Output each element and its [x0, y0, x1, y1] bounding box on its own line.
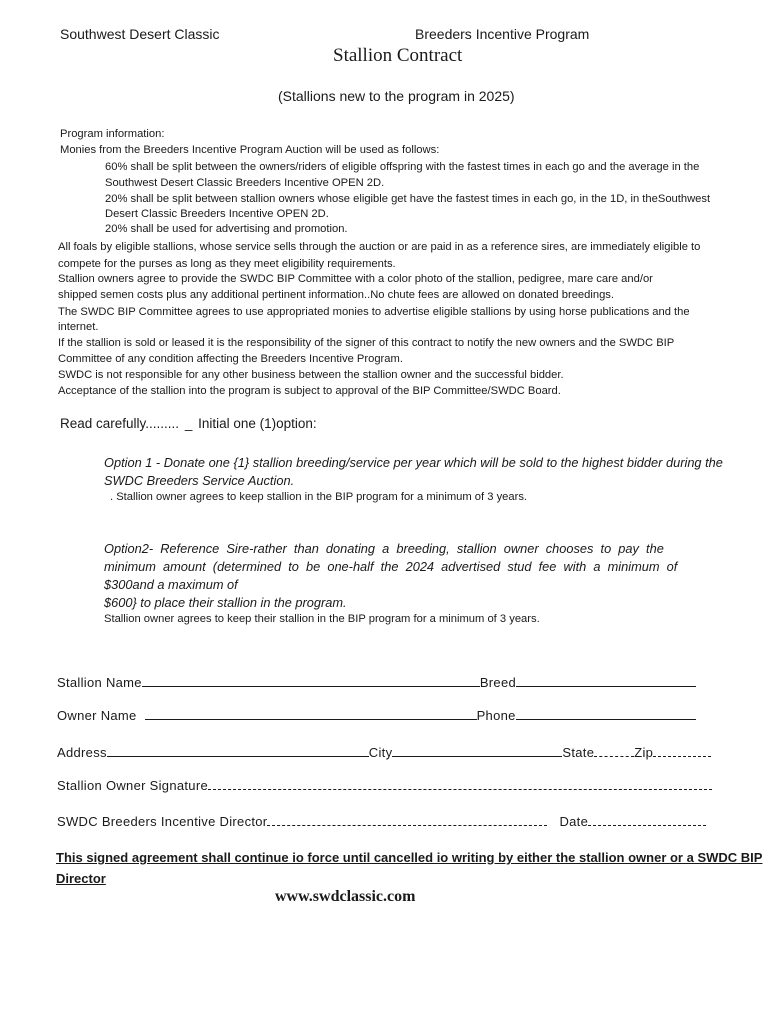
- state-field[interactable]: [594, 745, 634, 757]
- p60-line2: Southwest Desert Classic Breeders Incentive OPEN 2D.: [105, 177, 385, 189]
- p20b-line: 20% shall be used for advertising and promotion.: [105, 223, 348, 235]
- owner-signature-field[interactable]: [208, 778, 712, 790]
- p20a-line1: 20% shall be split between stallion owners whose eligible get have the fastest times in each go, in the 1D, in theSouthwest: [105, 193, 711, 205]
- city-label: City: [368, 745, 393, 760]
- zip-label: Zip: [634, 745, 654, 760]
- read-suffix: Initial one (1)option:: [198, 416, 317, 431]
- option1-line2: SWDC Breeders Service Auction.: [104, 473, 295, 488]
- footer-agreement-line1: This signed agreement shall continue io force until cancelled io writing by either the stallion owner or a SWDC BIP: [56, 850, 763, 865]
- state-label: State: [562, 745, 595, 760]
- initial-blank[interactable]: _: [184, 416, 193, 431]
- director-signature-field[interactable]: [267, 814, 547, 826]
- option2-line1: Option2- Reference Sire-rather than donating a breeding, stallion owner chooses to pay the: [104, 541, 664, 556]
- program-heading: Program information:: [60, 128, 165, 140]
- owners-line1: Stallion owners agree to provide the SWDC BIP Committee with a color photo of the stallion, pedigree, mare care and/or: [58, 273, 653, 285]
- website-link[interactable]: www.swdclassic.com: [275, 888, 416, 905]
- p20a-line2: Desert Classic Breeders Incentive OPEN 2D.: [105, 208, 329, 220]
- phone-field[interactable]: [516, 708, 696, 720]
- director-row: [57, 814, 706, 829]
- option1-line1: Option 1 - Donate one {1} stallion breeding/service per year which will be sold to the highest bidder during the: [104, 455, 723, 470]
- city-field[interactable]: [392, 745, 562, 757]
- option1-line3: . Stallion owner agrees to keep stallion in the BIP program for a minimum of 3 years.: [110, 491, 528, 503]
- footer-agreement-line2: Director: [56, 871, 106, 886]
- acceptance-line: Acceptance of the stallion into the program is subject to approval of the BIP Committee/SWDC Board.: [58, 385, 561, 397]
- p60-line1: 60% shall be split between the owners/riders of eligible offspring with the fastest times in each go and the average in the: [105, 161, 700, 173]
- breed-label: Breed: [479, 675, 517, 690]
- header-right: Breeders Incentive Program: [415, 26, 590, 42]
- read-prefix: Read carefully.........: [60, 416, 180, 431]
- owners-line2: shipped semen costs plus any additional pertinent information..No chute fees are allowed on donated breedings.: [58, 289, 614, 301]
- stallion-name-field[interactable]: [142, 675, 480, 687]
- foals-line1: All foals by eligible stallions, whose service sells through the auction or are paid in as a reference sires, are immediately eligible to: [58, 241, 701, 253]
- sold-line1: If the stallion is sold or leased it is the responsibility of the signer of this contract to notify the new owners and the SWDC BIP: [58, 337, 675, 349]
- monies-text: Monies from the Breeders Incentive Program Auction will be used as follows:: [60, 144, 440, 156]
- option2-line2: minimum amount (determined to be one-half the 2024 advertised stud fee with a minimum of: [104, 559, 678, 574]
- page-subtitle: (Stallions new to the program in 2025): [278, 88, 515, 104]
- header-left: Southwest Desert Classic: [60, 26, 220, 42]
- date-field[interactable]: [588, 814, 706, 826]
- option2-line4: $600} to place their stallion in the program.: [104, 595, 347, 610]
- owner-name-row: [57, 708, 696, 723]
- director-label: SWDC Breeders Incentive Director: [57, 814, 268, 829]
- stallion-name-row: [57, 675, 696, 690]
- foals-line2: compete for the purses as long as they meet eligibility requirements.: [58, 258, 396, 270]
- stallion-name-label: Stallion Name: [57, 675, 142, 690]
- owner-signature-label: Stallion Owner Signature: [57, 778, 208, 793]
- committee-line1: The SWDC BIP Committee agrees to use appropriated monies to advertise eligible stallions by using horse publications and the: [58, 306, 690, 318]
- zip-field[interactable]: [653, 745, 711, 757]
- option2-line5: Stallion owner agrees to keep their stallion in the BIP program for a minimum of 3 years.: [104, 613, 540, 625]
- owner-name-label: Owner Name: [57, 708, 137, 723]
- phone-label: Phone: [476, 708, 516, 723]
- sold-line2: Committee of any condition affecting the Breeders Incentive Program.: [58, 353, 403, 365]
- owner-signature-row: [57, 778, 712, 793]
- read-carefully: [60, 416, 317, 431]
- not-responsible-line: SWDC is not responsible for any other business between the stallion owner and the successful bidder.: [58, 369, 564, 381]
- owner-name-field[interactable]: [145, 708, 477, 720]
- address-label: Address: [57, 745, 107, 760]
- address-field[interactable]: [107, 745, 369, 757]
- page-title: Stallion Contract: [333, 45, 463, 66]
- date-label: Date: [559, 814, 589, 829]
- option2-line3: $300and a maximum of: [104, 577, 238, 592]
- breed-field[interactable]: [516, 675, 696, 687]
- address-row: [57, 745, 711, 760]
- committee-line2: internet.: [58, 321, 99, 333]
